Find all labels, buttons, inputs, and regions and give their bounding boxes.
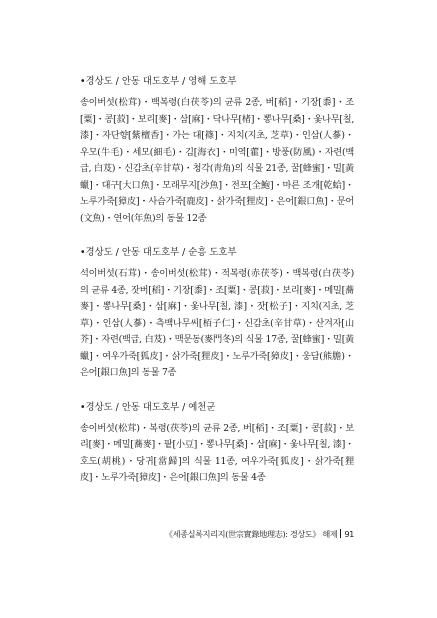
text-line: 皮]・노루가죽[獐皮]・은어[銀口魚]의 동물 4종: [80, 472, 266, 483]
page-number: 91: [344, 529, 354, 539]
section-yeonghae: [80, 76, 354, 227]
text-line: 송이버섯(松茸)・백복령(白茯苓)의 균류 2종, 버[稻]・기장[黍]・조: [80, 97, 354, 108]
section-yecheon: [80, 402, 354, 487]
text-line: [粟]・콩[菽]・보리[麥]・삼[麻]・닥나무[楮]・뽕나무[桑]・옻나무[칠,: [80, 113, 355, 125]
text-line: 草)・인삼(人蔘)・측백나무씨[栢子仁]・신감초(辛甘草)・산겨자[山: [80, 317, 354, 329]
section-heading: •경상도 / 안동 대도호부 / 영해 도호부: [80, 76, 237, 87]
text-line: 노루가죽[獐皮]・사슴가죽[鹿皮]・삵가죽[狸皮]・은어[銀口魚]・문어: [80, 196, 354, 207]
text-line: 蠟]・대구[大口魚]・모래무지[沙魚]・전포[全鮑]・마른 조개[乾蛤]・: [80, 179, 354, 191]
text-line: 의 균류 4종, 잣버[稻]・기장[黍]・조[粟]・콩[菽]・보리[麥]・메밀[蕎: [80, 284, 354, 296]
section-sunheung: [80, 247, 354, 382]
text-line: 芥]・자련(백급, 白芨)・맥문동(麥門冬)의 식물 17종, 꿀[蜂蜜]・밀[黃: [80, 334, 354, 345]
document-body: [80, 76, 354, 507]
page-footer: [165, 529, 354, 540]
text-line: 석이버섯(石茸)・송이버섯(松茸)・적복령(赤茯苓)・백복령(白茯苓): [80, 268, 354, 279]
footer-title: 《세종실록지리지(世宗實錄地理志): 경상도》 해제: [164, 529, 338, 539]
text-line: 호도(胡桃)・당귀[當歸]의 식물 11종, 여우가죽[狐皮]・삵가죽[狸: [80, 455, 354, 467]
section-heading: •경상도 / 안동 대도호부 / 예천군: [80, 401, 216, 413]
text-line: 蠟]・여우가죽[狐皮]・삵가죽[狸皮]・노루가죽[獐皮]・웅담(熊膽)・: [80, 350, 354, 362]
text-line: 漆]・자단향[紫檀香]・가는 대[篠]・지치(지초, 芝草)・인삼(人蔘)・: [80, 130, 354, 141]
text-line: 우모(牛毛)・세모(細毛)・김[海衣]・미역[藿]・방풍(防風)・자련(백: [80, 146, 354, 158]
section-heading: •경상도 / 안동 대도호부 / 순흥 도호부: [80, 247, 237, 258]
footer-separator: [340, 529, 341, 538]
text-line: 리[麥]・메밀[蕎麥]・팥[小豆]・뽕나무[桑]・삼[麻]・옻나무[칠, 漆]・: [80, 439, 354, 450]
text-line: 麥]・뽕나무[桑]・삼[麻]・옻나무[칠, 漆]・잣[松子]・지치(지초, 芝: [80, 301, 354, 312]
text-line: 급, 白芨)・신감초(辛甘草)・청각(靑角)의 식물 21종, 꿀[蜂蜜]・밀[黃: [80, 163, 354, 174]
text-line: 송이버섯(松茸)・복령(茯苓)의 균류 2종, 버[稻]・조[粟]・콩[菽]・보: [80, 422, 354, 434]
text-line: (文魚)・연어(年魚)의 동물 12종: [80, 212, 207, 224]
text-line: 은어[銀口魚]의 동물 7종: [80, 367, 177, 378]
